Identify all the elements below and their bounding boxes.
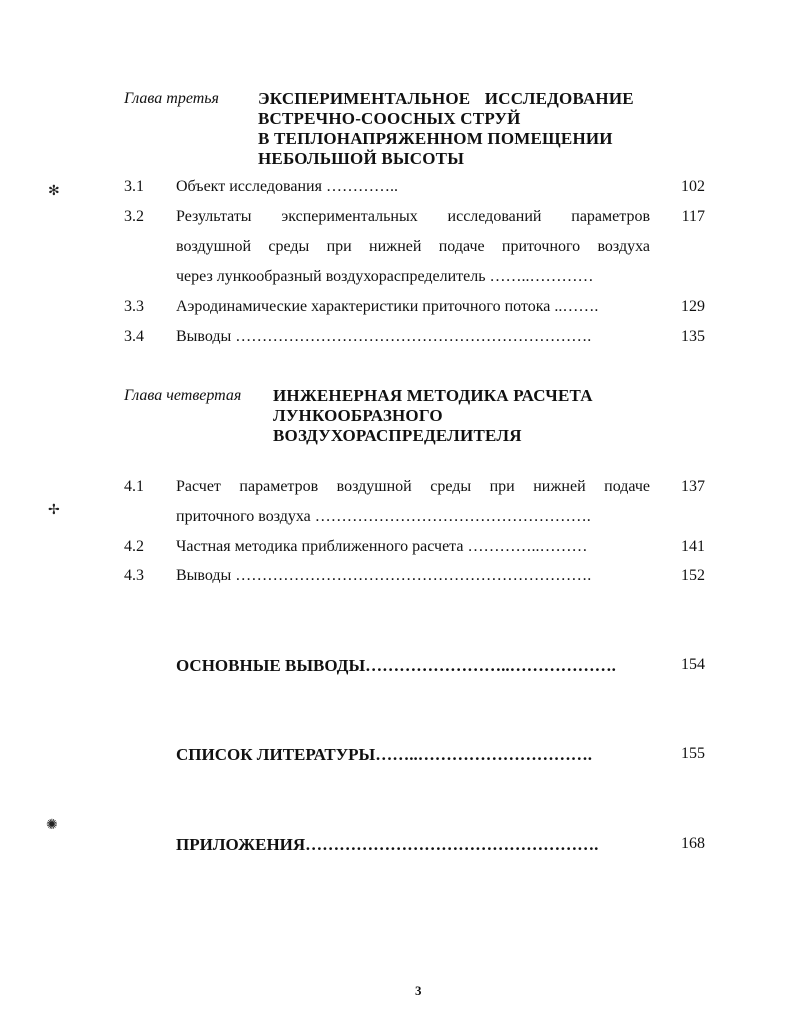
chapter4-title-line: ВОЗДУХОРАСПРЕДЕЛИТЕЛЯ (273, 426, 522, 445)
toc-item-page: 152 (681, 567, 705, 584)
toc-item-title (176, 478, 650, 508)
toc-item-page: 137 (681, 478, 705, 495)
chapter3-title (258, 89, 634, 169)
section-title: ПРИЛОЖЕНИЯ……………………………………………. (176, 835, 599, 854)
section-page: 154 (681, 656, 705, 673)
toc-item-title: Аэродинамические характеристики приточного потока ..……. (176, 298, 599, 315)
toc-item-page: 117 (681, 208, 705, 225)
toc-item-page: 102 (681, 178, 705, 195)
section-title: ОСНОВНЫЕ ВЫВОДЫ……………………..………………. (176, 656, 616, 675)
toc-item-page: 141 (681, 538, 705, 555)
page-number: 3 (415, 983, 422, 998)
section-page: 168 (681, 835, 705, 852)
toc-item-number: 4.2 (124, 538, 144, 555)
toc-item-page: 129 (681, 298, 705, 315)
chapter4-label: Глава четвертая (124, 387, 242, 404)
chapter3-title-line: ВСТРЕЧНО-СООСНЫХ СТРУЙ (258, 109, 521, 128)
chapter4-title-line: ИНЖЕНЕРНАЯ МЕТОДИКА РАСЧЕТА (273, 386, 593, 405)
toc-item-number: 3.4 (124, 328, 144, 345)
toc-item-line: приточного воздуха ……………………………………………. (176, 508, 591, 525)
toc-item-line: Расчет параметров воздушной среды при нижней подаче (176, 478, 650, 495)
toc-item-line: воздушной среды при нижней подаче приточного воздуха (176, 238, 650, 255)
toc-item-number: 4.3 (124, 567, 144, 584)
chapter3-title-line: В ТЕПЛОНАПРЯЖЕННОМ ПОМЕЩЕНИИ (258, 129, 613, 148)
chapter3-label: Глава третья (124, 90, 219, 107)
toc-item-number: 3.1 (124, 178, 144, 195)
section-title: СПИСОК ЛИТЕРАТУРЫ……..…………………………. (176, 745, 593, 764)
toc-item-title: Выводы …………………………………………………………. (176, 567, 592, 584)
toc-item-number: 3.2 (124, 208, 144, 225)
chapter3-title-line: ЭКСПЕРИМЕНТАЛЬНОЕ ИССЛЕДОВАНИЕ (258, 89, 634, 108)
toc-item-title: Объект исследования ………….. (176, 178, 398, 195)
margin-mark: ✢ (48, 503, 60, 518)
margin-mark: ✺ (46, 818, 58, 833)
toc-item-title (176, 208, 650, 268)
toc-item-number: 3.3 (124, 298, 144, 315)
chapter4-title (273, 386, 593, 446)
toc-item-title: Выводы …………………………………………………………. (176, 328, 592, 345)
toc-item-title: Частная методика приближенного расчета …………..……… (176, 538, 588, 555)
toc-item-number: 4.1 (124, 478, 144, 495)
chapter4-title-line: ЛУНКООБРАЗНОГО (273, 406, 443, 425)
toc-item-line: через лункообразный воздухораспределитель ……..………… (176, 268, 594, 285)
toc-item-page: 135 (681, 328, 705, 345)
toc-item-line: Результаты экспериментальных исследований параметров (176, 208, 650, 225)
chapter3-title-line: НЕБОЛЬШОЙ ВЫСОТЫ (258, 149, 465, 168)
section-page: 155 (681, 745, 705, 762)
margin-mark: ✻ (48, 184, 60, 199)
